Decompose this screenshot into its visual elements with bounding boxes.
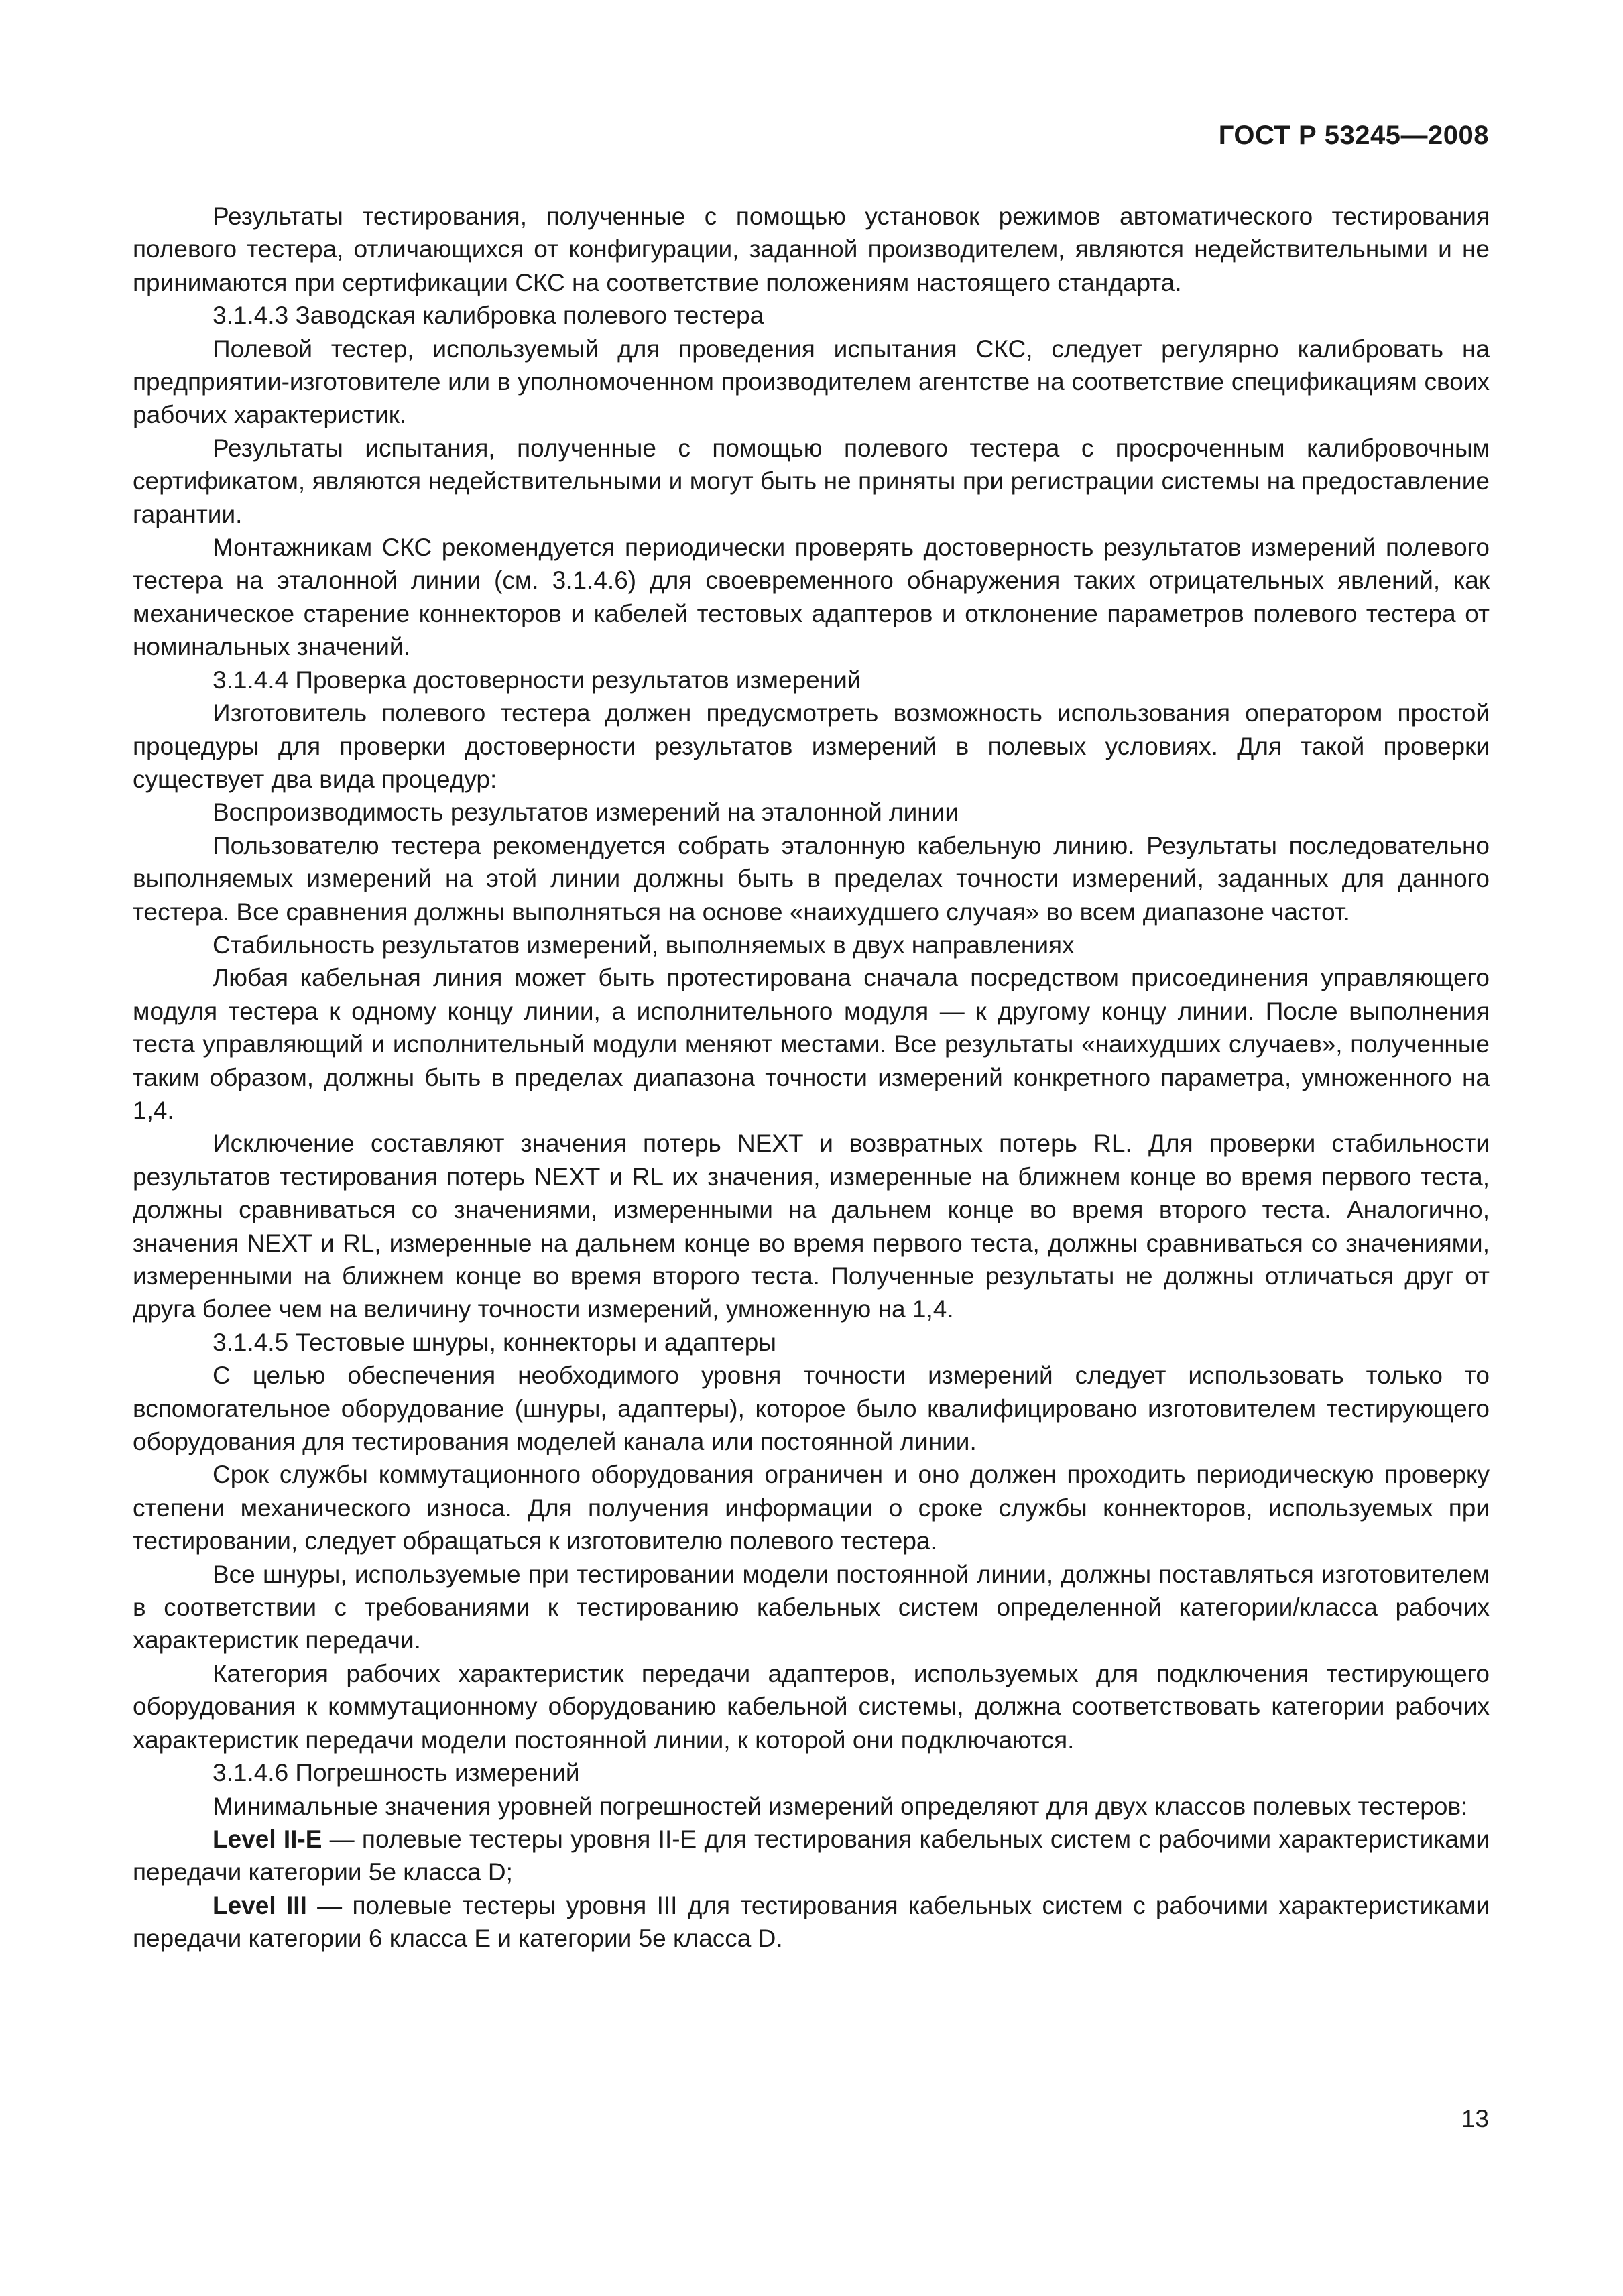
paragraph: Изготовитель полевого тестера должен предусмотреть возможность использования оператором простой процедуры для проверки достоверности результатов измерений в полевых условиях. Для такой проверки существует два вида процедур:	[133, 699, 1490, 793]
level-description: — полевые тестеры уровня II-E для тестирования кабельных систем с рабочими характеристиками передачи категории 5е класса D;	[133, 1825, 1490, 1886]
level-term: Level II-E	[213, 1825, 322, 1853]
level-definition	[133, 1823, 1490, 1889]
paragraph: Монтажникам СКС рекомендуется периодически проверять достоверность результатов измерений полевого тестера на эталонной линии (см. 3.1.4.6) для своевременного обнаружения таких отрицательных явлений, как механическое старение коннекторов и кабелей тестовых адаптеров и отклонение параметров полевого тестера от номинальных значений.	[133, 534, 1490, 661]
procedure-title: Воспроизводимость результатов измерений на эталонной линии	[213, 798, 959, 827]
level-term: Level III	[213, 1891, 307, 1919]
document-body	[133, 200, 1490, 1955]
paragraph: С целью обеспечения необходимого уровня точности измерений следует использовать только то вспомогательное оборудование (шнуры, адаптеры), которое было квалифицировано изготовителем тестирующего оборудования для тестирования моделей канала или постоянной линии.	[133, 1362, 1490, 1456]
paragraph: Срок службы коммутационного оборудования ограничен и оно должен проходить периодическую проверку степени механического износа. Для получения информации о сроке службы коннекторов, используемых при тестировании, следует обращаться к изготовителю полевого тестера.	[133, 1461, 1490, 1555]
paragraph: Любая кабельная линия может быть протестирована сначала посредством присоединения управляющего модуля тестера к одному концу линии, а исполнительного модуля — к другому концу линии. После выполнения теста управляющий и исполнительный модули меняют местами. Все результаты «наихудших случаев», полученные таким образом, должны быть в пределах диапазона точности измерений конкретного параметра, умноженного на 1,4.	[133, 964, 1490, 1124]
level-definition	[133, 1889, 1490, 1955]
paragraph: Результаты испытания, полученные с помощью полевого тестера с просроченным калибровочным сертификатом, являются недействительными и могут быть не приняты при регистрации системы на предоставление гарантии.	[133, 434, 1490, 528]
standard-code-header: ГОСТ Р 53245—2008	[1218, 121, 1489, 150]
paragraph: Результаты тестирования, полученные с помощью установок режимов автоматического тестирования полевого тестера, отличающихся от конфигурации, заданной производителем, являются недействительными и не принимаются при сертификации СКС на соответствие положениям настоящего стандарта.	[133, 202, 1490, 296]
paragraph: Минимальные значения уровней погрешностей измерений определяют для двух классов полевых тестеров:	[213, 1792, 1468, 1820]
procedure-title: Стабильность результатов измерений, выполняемых в двух направлениях	[213, 930, 1075, 959]
paragraph: Все шнуры, используемые при тестировании модели постоянной линии, должны поставляться изготовителем в соответствии с требованиями к тестированию кабельных систем определенной категории/класса рабочих характеристик передачи.	[133, 1560, 1490, 1654]
level-description: — полевые тестеры уровня III для тестирования кабельных систем с рабочими характеристиками передачи категории 6 класса E и категории 5е класса D.	[133, 1891, 1490, 1953]
section-heading-3-1-4-3: 3.1.4.3 Заводская калибровка полевого тестера	[213, 302, 764, 330]
page-number: 13	[1461, 2105, 1489, 2132]
paragraph: Исключение составляют значения потерь NEXT и возвратных потерь RL. Для проверки стабильности результатов тестирования потерь NEXT и RL их значения, измеренные на ближнем конце во время первого теста, должны сравниваться со значениями, измеренными на дальнем конце во время второго теста. Аналогично, значения NEXT и RL, измеренные на дальнем конце во время первого теста, должны сравниваться со значениями, измеренными на ближнем конце во время второго теста. Полученные результаты не должны отличаться друг от друга более чем на величину точности измерений, умноженную на 1,4.	[133, 1130, 1490, 1323]
paragraph: Полевой тестер, используемый для проведения испытания СКС, следует регулярно калибровать на предприятии-изготовителе или в уполномоченном производителем агентстве на соответствие спецификациям своих рабочих характеристик.	[133, 335, 1490, 429]
paragraph: Категория рабочих характеристик передачи адаптеров, используемых для подключения тестирующего оборудования к коммутационному оборудованию кабельной системы, должна соответствовать категории рабочих характеристик передачи модели постоянной линии, к которой они подключаются.	[133, 1659, 1490, 1754]
paragraph: Пользователю тестера рекомендуется собрать эталонную кабельную линию. Результаты последовательно выполняемых измерений на этой линии должны быть в пределах точности измерений, заданных для данного тестера. Все сравнения должны выполняться на основе «наихудшего случая» во всем диапазоне частот.	[133, 831, 1490, 926]
section-heading-3-1-4-5: 3.1.4.5 Тестовые шнуры, коннекторы и адаптеры	[213, 1328, 776, 1356]
section-heading-3-1-4-6: 3.1.4.6 Погрешность измерений	[213, 1759, 580, 1787]
section-heading-3-1-4-4: 3.1.4.4 Проверка достоверности результатов измерений	[213, 666, 861, 694]
